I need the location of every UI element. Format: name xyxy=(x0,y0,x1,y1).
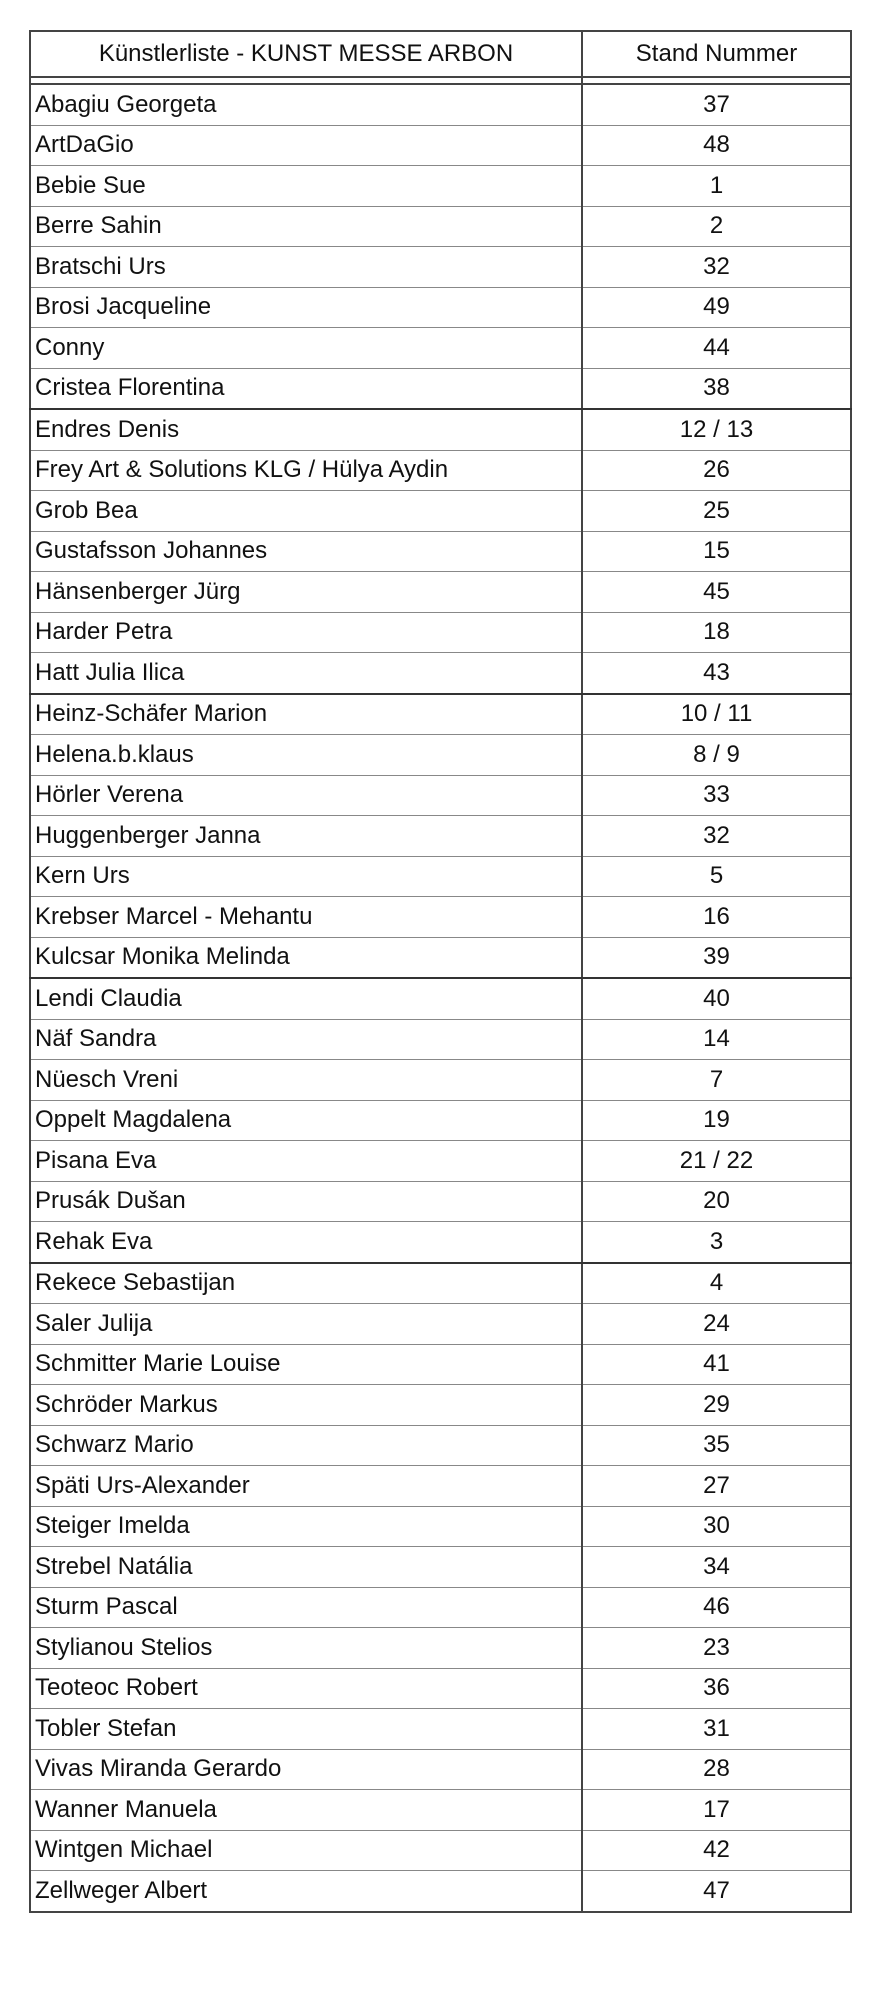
stand-number-cell: 28 xyxy=(582,1749,851,1790)
stand-number-cell: 44 xyxy=(582,328,851,369)
artist-name-cell: Brosi Jacqueline xyxy=(30,287,582,328)
stand-number-cell: 16 xyxy=(582,897,851,938)
stand-number-cell: 8 / 9 xyxy=(582,735,851,776)
stand-number-cell: 29 xyxy=(582,1385,851,1426)
table-row xyxy=(30,328,851,369)
stand-number-cell: 3 xyxy=(582,1222,851,1263)
table-row xyxy=(30,1749,851,1790)
artist-name-cell: Saler Julija xyxy=(30,1304,582,1345)
stand-number-cell: 1 xyxy=(582,166,851,207)
table-row xyxy=(30,1304,851,1345)
artist-name-cell: Nüesch Vreni xyxy=(30,1060,582,1101)
stand-number-cell: 19 xyxy=(582,1100,851,1141)
stand-number-cell: 18 xyxy=(582,612,851,653)
table-row xyxy=(30,531,851,572)
table-row xyxy=(30,816,851,857)
table-row xyxy=(30,1709,851,1750)
table-row xyxy=(30,450,851,491)
table-row xyxy=(30,166,851,207)
stand-number-cell: 36 xyxy=(582,1668,851,1709)
artist-name-cell: Prusák Dušan xyxy=(30,1181,582,1222)
table-row xyxy=(30,1547,851,1588)
artist-name-cell: Kern Urs xyxy=(30,856,582,897)
table-row xyxy=(30,1425,851,1466)
table-row xyxy=(30,1466,851,1507)
stand-number-cell: 21 / 22 xyxy=(582,1141,851,1182)
stand-number-cell: 2 xyxy=(582,206,851,247)
artist-name-cell: Abagiu Georgeta xyxy=(30,84,582,125)
table-row xyxy=(30,1830,851,1871)
artist-name-cell: Grob Bea xyxy=(30,491,582,532)
stand-number-cell: 10 / 11 xyxy=(582,694,851,735)
table-row xyxy=(30,491,851,532)
stand-number-cell: 33 xyxy=(582,775,851,816)
artist-name-cell: ArtDaGio xyxy=(30,125,582,166)
stand-number-cell: 31 xyxy=(582,1709,851,1750)
artist-name-cell: Gustafsson Johannes xyxy=(30,531,582,572)
table-row xyxy=(30,1790,851,1831)
table-row xyxy=(30,409,851,450)
stand-number-cell: 40 xyxy=(582,978,851,1019)
table-row xyxy=(30,1587,851,1628)
artist-name-cell: Berre Sahin xyxy=(30,206,582,247)
artist-name-cell: Rekece Sebastijan xyxy=(30,1263,582,1304)
header-stand-number: Stand Nummer xyxy=(582,31,851,77)
table-row xyxy=(30,897,851,938)
table-row xyxy=(30,978,851,1019)
artist-name-cell: Rehak Eva xyxy=(30,1222,582,1263)
artist-name-cell: Conny xyxy=(30,328,582,369)
artist-name-cell: Pisana Eva xyxy=(30,1141,582,1182)
artist-name-cell: Kulcsar Monika Melinda xyxy=(30,937,582,978)
artist-name-cell: Lendi Claudia xyxy=(30,978,582,1019)
stand-number-cell: 42 xyxy=(582,1830,851,1871)
table-row xyxy=(30,1344,851,1385)
stand-number-cell: 12 / 13 xyxy=(582,409,851,450)
table-header-row xyxy=(30,31,851,77)
table-row xyxy=(30,572,851,613)
artist-name-cell: Oppelt Magdalena xyxy=(30,1100,582,1141)
stand-number-cell: 26 xyxy=(582,450,851,491)
artist-name-cell: Steiger Imelda xyxy=(30,1506,582,1547)
artist-name-cell: Stylianou Stelios xyxy=(30,1628,582,1669)
table-row xyxy=(30,84,851,125)
stand-number-cell: 27 xyxy=(582,1466,851,1507)
table-row xyxy=(30,206,851,247)
table-row xyxy=(30,856,851,897)
table-row xyxy=(30,287,851,328)
stand-number-cell: 41 xyxy=(582,1344,851,1385)
artist-name-cell: Zellweger Albert xyxy=(30,1871,582,1912)
table-row xyxy=(30,125,851,166)
artist-name-cell: Krebser Marcel - Mehantu xyxy=(30,897,582,938)
table-row xyxy=(30,1668,851,1709)
artist-name-cell: Schmitter Marie Louise xyxy=(30,1344,582,1385)
stand-number-cell: 32 xyxy=(582,247,851,288)
artist-name-cell: Bratschi Urs xyxy=(30,247,582,288)
table-row xyxy=(30,1506,851,1547)
table-row xyxy=(30,1141,851,1182)
artist-name-cell: Hörler Verena xyxy=(30,775,582,816)
table-row xyxy=(30,1019,851,1060)
table-row xyxy=(30,653,851,694)
artist-name-cell: Harder Petra xyxy=(30,612,582,653)
artist-name-cell: Hänsenberger Jürg xyxy=(30,572,582,613)
stand-number-cell: 4 xyxy=(582,1263,851,1304)
artist-name-cell: Frey Art & Solutions KLG / Hülya Aydin xyxy=(30,450,582,491)
stand-number-cell: 32 xyxy=(582,816,851,857)
stand-number-cell: 23 xyxy=(582,1628,851,1669)
table-row xyxy=(30,775,851,816)
artist-name-cell: Bebie Sue xyxy=(30,166,582,207)
stand-number-cell: 24 xyxy=(582,1304,851,1345)
stand-number-cell: 17 xyxy=(582,1790,851,1831)
stand-number-cell: 30 xyxy=(582,1506,851,1547)
table-row xyxy=(30,1385,851,1426)
stand-number-cell: 25 xyxy=(582,491,851,532)
artist-name-cell: Schwarz Mario xyxy=(30,1425,582,1466)
artist-name-cell: Endres Denis xyxy=(30,409,582,450)
header-spacer-row xyxy=(30,77,851,84)
table-row xyxy=(30,1628,851,1669)
artist-name-cell: Huggenberger Janna xyxy=(30,816,582,857)
artist-name-cell: Helena.b.klaus xyxy=(30,735,582,776)
artist-name-cell: Cristea Florentina xyxy=(30,368,582,409)
table-row xyxy=(30,937,851,978)
artist-name-cell: Tobler Stefan xyxy=(30,1709,582,1750)
table-row xyxy=(30,612,851,653)
table-row xyxy=(30,247,851,288)
table-row xyxy=(30,1181,851,1222)
table-row xyxy=(30,694,851,735)
spacer-cell xyxy=(582,77,851,84)
stand-number-cell: 35 xyxy=(582,1425,851,1466)
stand-number-cell: 49 xyxy=(582,287,851,328)
artist-name-cell: Strebel Natália xyxy=(30,1547,582,1588)
stand-number-cell: 37 xyxy=(582,84,851,125)
artist-name-cell: Schröder Markus xyxy=(30,1385,582,1426)
stand-number-cell: 48 xyxy=(582,125,851,166)
stand-number-cell: 5 xyxy=(582,856,851,897)
stand-number-cell: 39 xyxy=(582,937,851,978)
artist-name-cell: Heinz-Schäfer Marion xyxy=(30,694,582,735)
stand-number-cell: 15 xyxy=(582,531,851,572)
table-row xyxy=(30,1060,851,1101)
stand-number-cell: 7 xyxy=(582,1060,851,1101)
artist-name-cell: Späti Urs-Alexander xyxy=(30,1466,582,1507)
stand-number-cell: 47 xyxy=(582,1871,851,1912)
table-row xyxy=(30,368,851,409)
stand-number-cell: 14 xyxy=(582,1019,851,1060)
artist-list-sheet xyxy=(29,30,850,1913)
stand-number-cell: 20 xyxy=(582,1181,851,1222)
table-row xyxy=(30,1263,851,1304)
stand-number-cell: 38 xyxy=(582,368,851,409)
stand-number-cell: 45 xyxy=(582,572,851,613)
table-row xyxy=(30,1100,851,1141)
stand-number-cell: 43 xyxy=(582,653,851,694)
artist-name-cell: Hatt Julia Ilica xyxy=(30,653,582,694)
table-row xyxy=(30,1222,851,1263)
spacer-cell xyxy=(30,77,582,84)
artist-name-cell: Näf Sandra xyxy=(30,1019,582,1060)
table-row xyxy=(30,735,851,776)
artist-name-cell: Wintgen Michael xyxy=(30,1830,582,1871)
header-artist-list: Künstlerliste - KUNST MESSE ARBON xyxy=(30,31,582,77)
artist-name-cell: Wanner Manuela xyxy=(30,1790,582,1831)
stand-number-cell: 34 xyxy=(582,1547,851,1588)
artist-name-cell: Sturm Pascal xyxy=(30,1587,582,1628)
artist-table xyxy=(29,30,852,1913)
artist-name-cell: Vivas Miranda Gerardo xyxy=(30,1749,582,1790)
table-row xyxy=(30,1871,851,1912)
stand-number-cell: 46 xyxy=(582,1587,851,1628)
artist-name-cell: Teoteoc Robert xyxy=(30,1668,582,1709)
